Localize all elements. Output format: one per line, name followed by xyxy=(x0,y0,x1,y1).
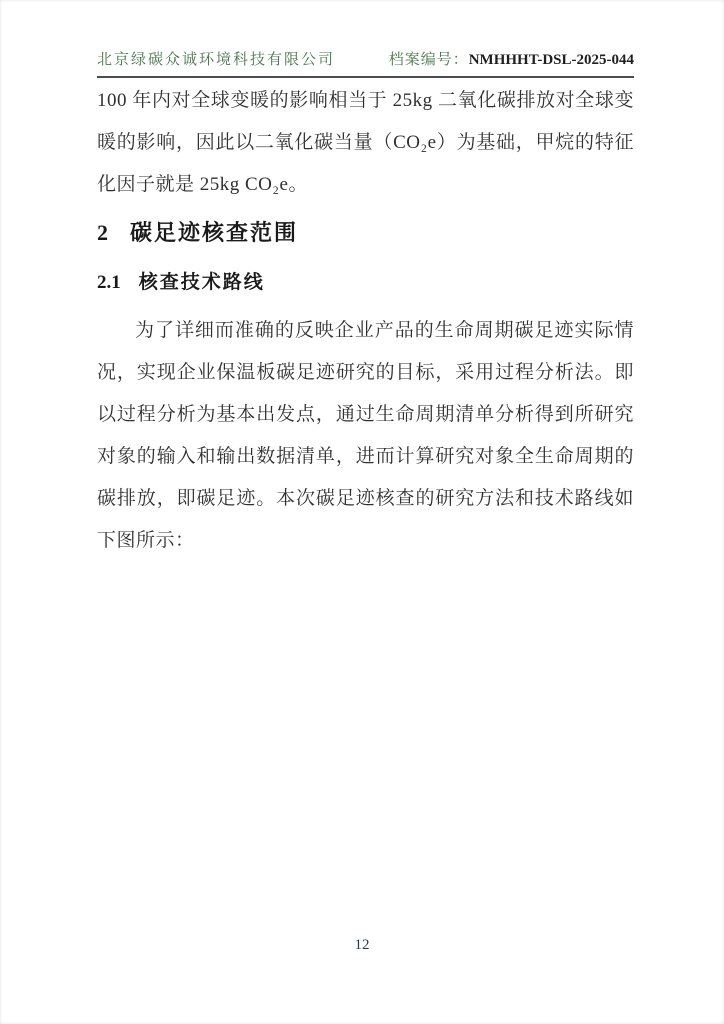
subsection-title: 核查技术路线 xyxy=(138,272,265,293)
section-heading-scope xyxy=(97,210,634,256)
subsection-number: 2.1 xyxy=(97,272,121,293)
page-body xyxy=(97,80,634,562)
subsection-heading-technical-route xyxy=(97,262,634,304)
page-number: 12 xyxy=(354,937,370,953)
section-title: 碳足迹核查范围 xyxy=(130,220,299,245)
paragraph-method-description: 为了详细而准确的反映企业产品的生命周期碳足迹实际情况，实现企业保温板碳足迹研究的目标，采用过程分析法。即以过程分析为基本出发点，通过生命周期清单分析得到所研究对象的输入和输出数据清单，进而计算研究对象全生命周期的碳排放，即碳足迹。本次碳足迹核查的研究方法和技术路线如下图所示： xyxy=(97,320,634,551)
page-header xyxy=(97,48,634,78)
file-info xyxy=(389,48,634,69)
file-number-value: NMHHHT-DSL-2025-044 xyxy=(468,52,634,68)
file-number-label: 档案编号： xyxy=(388,52,469,68)
section-number: 2 xyxy=(97,220,108,245)
page-footer xyxy=(0,937,724,954)
paragraph-gwp-continuation: 100 年内对全球变暖的影响相当于 25kg 二氧化碳排放对全球变暖的影响，因此以二氧化碳当量（CO₂e）为基础，甲烷的特征化因子就是 25kg CO₂e。 xyxy=(97,90,634,195)
company-name: 北京绿碳众诚环境科技有限公司 xyxy=(97,52,336,68)
